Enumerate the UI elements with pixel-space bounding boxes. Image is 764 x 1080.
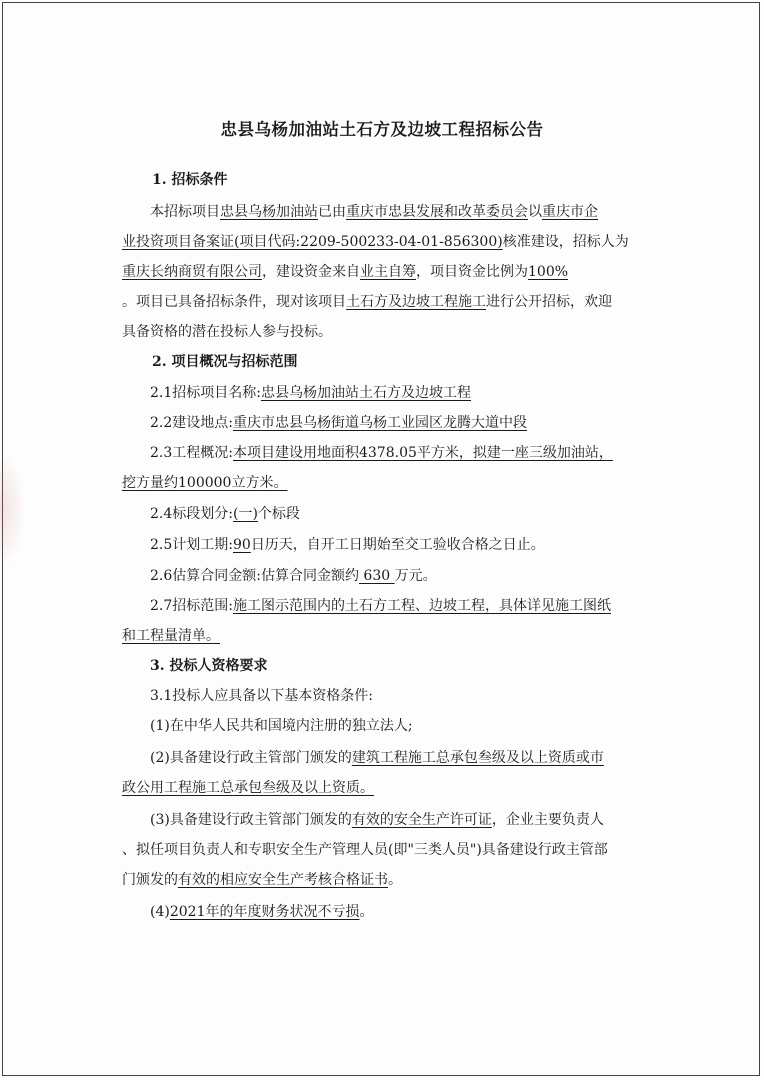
s1-line-2: 业投资项目备案证(项目代码:2209-500233-04-01-856300)核准建设，招标人为 — [122, 234, 629, 250]
s2-item-1: 2.1招标项目名称:忠县乌杨加油站土石方及边坡工程 — [150, 385, 471, 401]
s2-item-2: 2.2建设地点:重庆市忠县乌杨街道乌杨工业园区龙腾大道中段 — [150, 415, 527, 431]
s1-line-4: 。项目已具备招标条件，现对该项目土石方及边坡工程施工进行公开招标，欢迎 — [122, 294, 612, 310]
s1-line-1: 本招标项目忠县乌杨加油站已由重庆市忠县发展和改革委员会以重庆市企 — [150, 204, 598, 220]
s2-item-4: 2.4标段划分:(一)个标段 — [150, 506, 300, 522]
s2-item-3: 2.3工程概况:本项目建设用地面积4378.05平方米，拟建一座三级加油站， — [150, 445, 613, 461]
seal-stamp-fragment — [0, 450, 26, 570]
s3-req-2-cont: 政公用工程施工总承包叁级及以上资质。 — [122, 780, 374, 796]
s3-req-2: (2)具备建设行政主管部门颁发的建筑工程施工总承包叁级及以上资质或市 — [150, 750, 604, 766]
s3-req-4: (4)2021年的年度财务状况不亏损。 — [150, 904, 374, 920]
s3-req-3: (3)具备建设行政主管部门颁发的有效的安全生产许可证，企业主要负责人 — [150, 812, 604, 828]
s2-item-5: 2.5计划工期:90日历天，自开工日期始至交工验收合格之日止。 — [150, 537, 545, 553]
s1-line-3: 重庆长纳商贸有限公司，建设资金来自业主自筹，项目资金比例为100% — [122, 264, 569, 280]
section-2-heading: 2. 项目概况与招标范围 — [152, 354, 298, 370]
s3-req-3-cont-2: 门颁发的有效的相应安全生产考核合格证书。 — [122, 872, 402, 888]
section-3-heading: 3. 投标人资格要求 — [150, 658, 268, 674]
page-title: 忠县乌杨加油站土石方及边坡工程招标公告 — [220, 120, 544, 139]
s3-req-intro: 3.1投标人应具备以下基本资格条件: — [150, 688, 373, 704]
s2-item-7-cont: 和工程量清单。 — [122, 628, 220, 644]
s2-item-7: 2.7招标范围:施工图示范围内的土石方工程、边坡工程，具体详见施工图纸 — [150, 598, 611, 614]
s2-item-3-cont: 挖方量约100000立方米。 — [122, 475, 288, 491]
s3-req-3-cont-1: 、拟任项目负责人和专职安全生产管理人员(即"三类人员")具备建设行政主管部 — [122, 842, 608, 858]
s3-req-1: (1)在中华人民共和国境内注册的独立法人; — [150, 718, 413, 734]
s2-item-6: 2.6估算合同金额:估算合同金额约 630 万元。 — [150, 568, 437, 584]
s1-line-5: 具备资格的潜在投标人参与投标。 — [122, 324, 332, 340]
section-1-heading: 1. 招标条件 — [152, 172, 228, 188]
